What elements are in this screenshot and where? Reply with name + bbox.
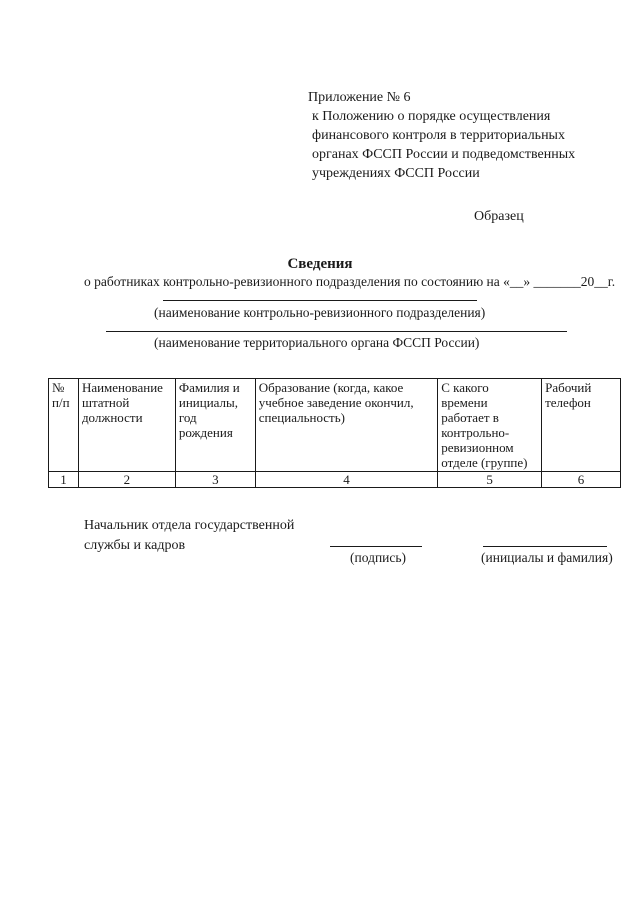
header-cell-position: Наименование штатной должности xyxy=(78,379,175,472)
appendix-line: финансового контроля в территориальных xyxy=(312,128,565,143)
document-title: Сведения xyxy=(287,256,353,272)
appendix-line: учреждениях ФССП России xyxy=(312,166,480,181)
header-cell-number: № п/п xyxy=(49,379,79,472)
number-cell: 5 xyxy=(438,472,542,488)
number-cell: 2 xyxy=(78,472,175,488)
appendix-line: к Положению о порядке осуществления xyxy=(312,109,551,124)
sample-label: Образец xyxy=(474,209,524,224)
territorial-name-caption: (наименование территориального органа ФССП России) xyxy=(154,335,480,350)
signature-caption: (подпись) xyxy=(350,550,407,565)
employees-table xyxy=(48,378,621,488)
name-line xyxy=(483,546,607,547)
table-header-row xyxy=(49,379,621,472)
number-cell: 4 xyxy=(255,472,437,488)
signature-position xyxy=(84,516,294,556)
table-number-row xyxy=(49,472,621,488)
appendix-line: Приложение № 6 xyxy=(308,90,411,105)
signature-line xyxy=(330,546,422,547)
signature-position-line: Начальник отдела государственной xyxy=(84,518,295,533)
document-subtitle: о работниках контрольно-ревизионного подразделения по состоянию на «__» _______20__г. xyxy=(84,274,616,289)
header-cell-name: Фамилия и инициалы, год рождения xyxy=(175,379,255,472)
name-caption: (инициалы и фамилия) xyxy=(481,550,613,565)
appendix-block xyxy=(308,88,575,183)
header-cell-phone: Рабочий телефон xyxy=(542,379,621,472)
number-cell: 3 xyxy=(175,472,255,488)
unit-name-line xyxy=(163,300,477,301)
number-cell: 1 xyxy=(49,472,79,488)
header-cell-education: Образование (когда, какое учебное заведение окончил, специальность) xyxy=(255,379,437,472)
number-cell: 6 xyxy=(542,472,621,488)
header-cell-since: С какого времени работает в контрольно-ревизионном отделе (группе) xyxy=(438,379,542,472)
territorial-name-line xyxy=(106,331,567,332)
signature-position-line: службы и кадров xyxy=(84,538,186,553)
unit-name-caption: (наименование контрольно-ревизионного подразделения) xyxy=(154,305,486,320)
appendix-line: органах ФССП России и подведомственных xyxy=(312,147,576,162)
